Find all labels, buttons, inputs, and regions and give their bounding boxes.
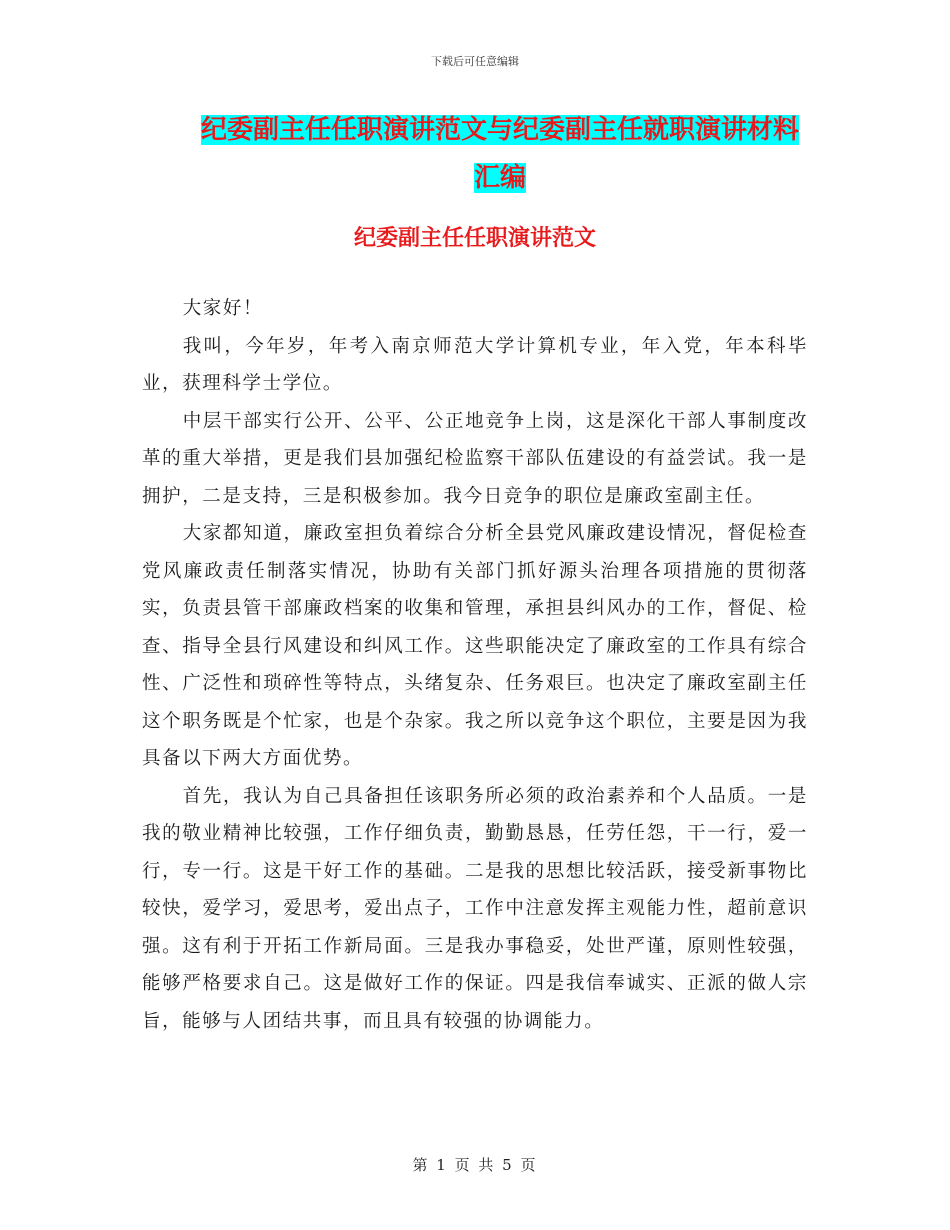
paragraph: 我叫，今年岁，年考入南京师范大学计算机专业，年入党，年本科毕业，获理科学士学位。 xyxy=(142,335,808,394)
paragraph: 大家都知道，廉政室担负着综合分析全县党风廉政建设情况，督促检查党风廉政责任制落实情况，协助有关部门抓好源头治理各项措施的贯彻落实，负责县管干部廉政档案的收集和管理，承担县纠风办的工作，督促、检查、指导全县行风建设和纠风工作。这些职能决定了廉政室的工作具有综合性、广泛性和琐碎性等特点，头绪复杂、任务艰巨。也决定了廉政室副主任这个职务既是个忙家，也是个杂家。我之所以竞争这个职位，主要是因为我具备以下两大方面优势。 xyxy=(142,523,808,769)
document-title-line-1: 纪委副主任任职演讲范文与纪委副主任就职演讲材料 xyxy=(200,115,799,145)
document-title xyxy=(140,106,860,202)
document-title-line-2: 汇编 xyxy=(473,163,526,193)
page-number: 第 1 页 共 5 页 xyxy=(412,1156,538,1174)
header-note: 下载后可任意编辑 xyxy=(431,55,519,68)
body-text xyxy=(142,290,808,1040)
paragraph: 中层干部实行公开、公平、公正地竞争上岗，这是深化干部人事制度改革的重大举措，更是我们县加强纪检监察干部队伍建设的有益尝试。我一是拥护，二是支持，三是积极参加。我今日竞争的职位是廉政室副主任。 xyxy=(142,410,808,507)
section-title: 纪委副主任任职演讲范文 xyxy=(353,226,596,251)
paragraph: 大家好！ xyxy=(182,298,264,319)
paragraph: 首先，我认为自己具备担任该职务所必须的政治素养和个人品质。一是我的敬业精神比较强，工作仔细负责，勤勤恳恳，任劳任怨，干一行，爱一行，专一行。这是干好工作的基础。二是我的思想比较活跃，接受新事物比较快，爱学习，爱思考，爱出点子，工作中注意发挥主观能力性，超前意识强。这有利于开拓工作新局面。三是我办事稳妥，处世严谨，原则性较强，能够严格要求自己。这是做好工作的保证。四是我信奉诚实、正派的做人宗旨，能够与人团结共事，而且具有较强的协调能力。 xyxy=(142,785,808,1032)
